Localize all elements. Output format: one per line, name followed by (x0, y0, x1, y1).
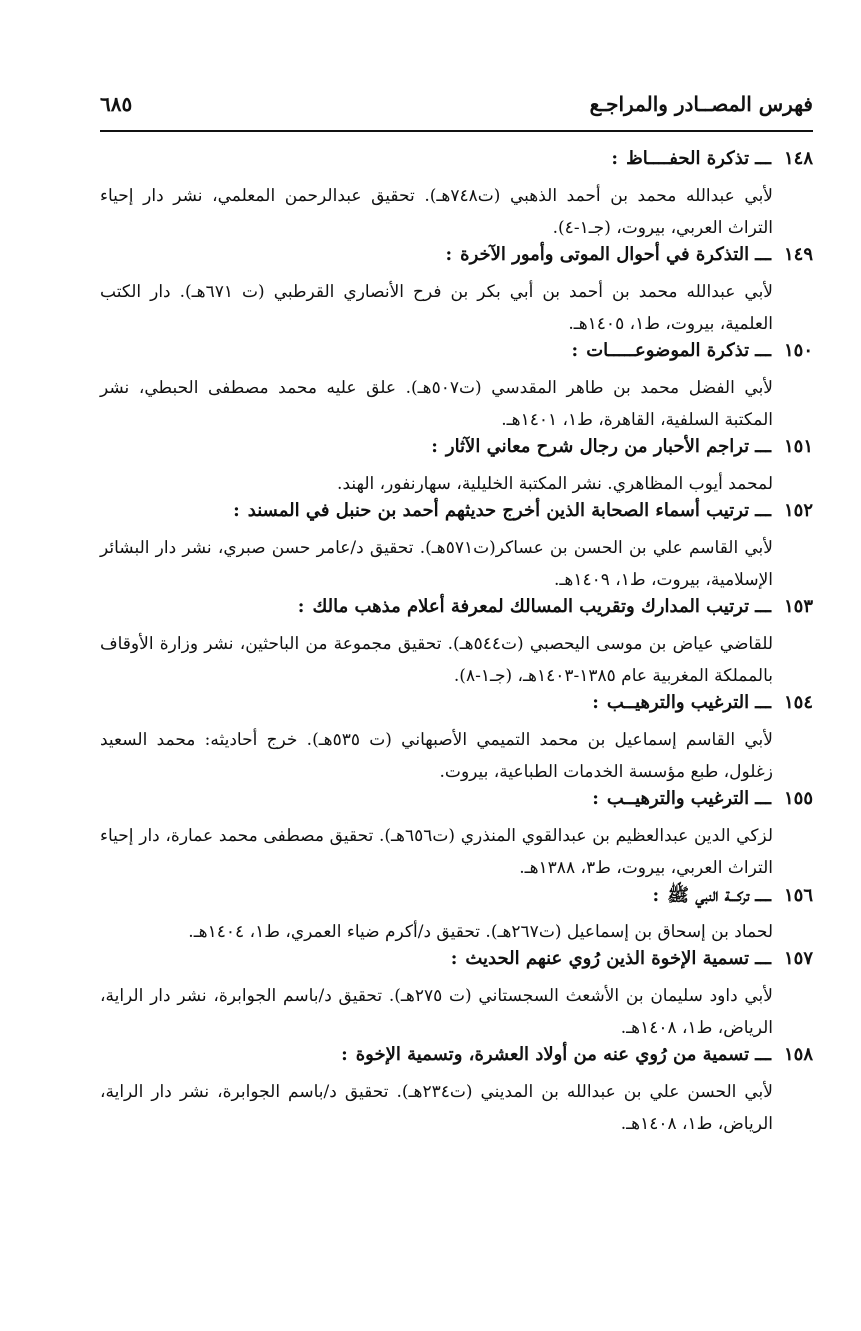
entry-number: ١٥٤ (783, 692, 813, 713)
entry-number: ١٥٦ (783, 885, 813, 906)
entry-dash: ـــ (755, 148, 771, 169)
entry-number: ١٥٧ (783, 948, 813, 969)
bibliography-entry (100, 148, 813, 244)
entry-colon: : (445, 244, 453, 265)
entry-heading (100, 692, 813, 724)
entry-dash: ـــ (755, 948, 771, 969)
header-rule (100, 130, 813, 132)
entry-heading (100, 788, 813, 820)
entry-heading (100, 1044, 813, 1076)
entry-colon: : (341, 1044, 348, 1065)
entry-heading (100, 596, 813, 628)
entry-number: ١٥١ (783, 436, 813, 457)
entry-body: لأبي عبدالله محمد بن أحمد الذهبي (ت٧٤٨هـ). تحقيق عبدالرحمن المعلمي، نشر دار إحياء التراث العربي، بيروت، (جـ١-٤). (100, 186, 773, 238)
bibliography-entry (100, 884, 813, 948)
entry-colon: : (611, 148, 619, 169)
entry-heading (100, 500, 813, 532)
entry-title: تذكرة الموضوعـــــات (586, 340, 750, 361)
entry-body: للقاضي عياض بن موسى اليحصبي (ت٥٤٤هـ). تحقيق مجموعة من الباحثين، نشر وزارة الأوقاف بالمملكة المغربية عام ١٣٨٥-١٤٠٣هـ، (جـ١-٨). (100, 634, 774, 686)
entry-number: ١٥٣ (783, 596, 813, 617)
page-number: ٦٨٥ (100, 92, 133, 116)
entry-body: لأبي الفضل محمد بن طاهر المقدسي (ت٥٠٧هـ). علق عليه محمد مصطفى الحبطي، نشر المكتبة السلفية، القاهرة، ط١، ١٤٠١هـ. (100, 378, 773, 430)
entry-colon: : (297, 596, 305, 617)
entry-number: ١٥٥ (783, 788, 813, 809)
entry-body: لحماد بن إسحاق بن إسماعيل (ت٢٦٧هـ). تحقيق د/أكرم ضياء العمري، ط١، ١٤٠٤هـ. (188, 922, 773, 942)
entry-number: ١٤٩ (783, 244, 813, 265)
entry-number: ١٤٨ (783, 148, 813, 169)
running-title: فهرس المصــادر والمراجـع (589, 92, 813, 116)
entry-number: ١٥٠ (783, 340, 813, 361)
bibliography-list (100, 148, 813, 1140)
entry-dash: ـــ (755, 244, 771, 265)
entry-body: لأبي الحسن علي بن عبدالله بن المديني (ت٢٣٤هـ). تحقيق د/باسم الجوابرة، نشر دار الراية، الرياض، ط١، ١٤٠٨هـ. (100, 1082, 773, 1134)
entry-title: ترتيب المدارك وتقريب المسالك لمعرفة أعلام مذهب مالك (312, 596, 750, 617)
entry-title: الترغيب والترهيــب (606, 692, 750, 713)
entry-body: لزكي الدين عبدالعظيم بن عبدالقوي المنذري (ت٦٥٦هـ). تحقيق مصطفى محمد عمارة، دار إحياء التراث العربي، بيروت، ط٣، ١٣٨٨هـ. (100, 826, 773, 878)
entry-number: ١٥٨ (783, 1044, 813, 1065)
bibliography-entry (100, 596, 813, 692)
entry-heading (100, 884, 813, 916)
bibliography-entry (100, 436, 813, 500)
bibliography-entry (100, 692, 813, 788)
entry-body: لأبي عبدالله محمد بن أحمد بن أبي بكر بن فرح الأنصاري القرطبي (ت ٦٧١هـ). دار الكتب العلمية، بيروت، ط١، ١٤٠٥هـ. (100, 282, 773, 334)
entry-dash: ـــ (755, 1044, 771, 1065)
entry-body: لأبي داود سليمان بن الأشعث السجستاني (ت ٢٧٥هـ). تحقيق د/باسم الجوابرة، نشر دار الراية، الرياض، ط١، ١٤٠٨هـ. (100, 986, 773, 1038)
entry-heading (100, 340, 813, 372)
entry-body: لمحمد أيوب المظاهري. نشر المكتبة الخليلية، سهارنفور، الهند. (337, 474, 773, 494)
entry-heading (100, 948, 813, 980)
entry-title: تراجم الأحبار من رجال شرح معاني الآثار (445, 436, 750, 457)
entry-dash: ـــ (755, 500, 771, 521)
entry-dash: ـــ (755, 436, 771, 457)
entry-dash: ـــ (755, 692, 771, 713)
entry-dash: ـــ (755, 340, 771, 361)
entry-colon: : (592, 692, 599, 713)
entry-title: تسمية من رُوي عنه من أولاد العشرة، وتسمية الإخوة (355, 1044, 750, 1065)
entry-dash: ـــ (755, 885, 771, 906)
bibliography-entry (100, 340, 813, 436)
bibliography-entry (100, 500, 813, 596)
entry-title: تذكرة الحفــــاظ (626, 148, 750, 169)
entry-body: لأبي القاسم إسماعيل بن محمد التميمي الأصبهاني (ت ٥٣٥هـ). خرج أحاديثه: محمد السعيد زغلول، طبع مؤسسة الخدمات الطباعية، بيروت. (100, 730, 773, 782)
entry-title: الترغيب والترهيــب (606, 788, 750, 809)
entry-title: التذكرة في أحوال الموتى وأمور الآخرة (460, 244, 750, 265)
entry-heading (100, 436, 813, 468)
entry-colon: : (233, 500, 240, 521)
entry-number: ١٥٢ (783, 500, 813, 521)
bibliography-entry (100, 1044, 813, 1140)
entry-title: ترتيب أسماء الصحابة الذين أخرج حديثهم أحمد بن حنبل في المسند (247, 500, 750, 521)
entry-heading (100, 244, 813, 276)
entry-colon: : (571, 340, 579, 361)
entry-title: تركـــة النبي ﷺ (667, 885, 750, 906)
bibliography-entry (100, 948, 813, 1044)
entry-colon: : (431, 436, 438, 457)
page-header (100, 88, 813, 120)
entry-title: تسمية الإخوة الذين رُوي عنهم الحديث (465, 948, 750, 969)
entry-body: لأبي القاسم علي بن الحسن بن عساكر(ت٥٧١هـ). تحقيق د/عامر حسن صبري، نشر دار البشائر الإسلامية، بيروت، ط١، ١٤٠٩هـ. (100, 538, 773, 590)
entry-colon: : (652, 885, 660, 906)
entry-dash: ـــ (755, 596, 771, 617)
entry-colon: : (592, 788, 599, 809)
entry-colon: : (450, 948, 458, 969)
entry-heading (100, 148, 813, 180)
bibliography-entry (100, 244, 813, 340)
entry-dash: ـــ (755, 788, 771, 809)
bibliography-entry (100, 788, 813, 884)
